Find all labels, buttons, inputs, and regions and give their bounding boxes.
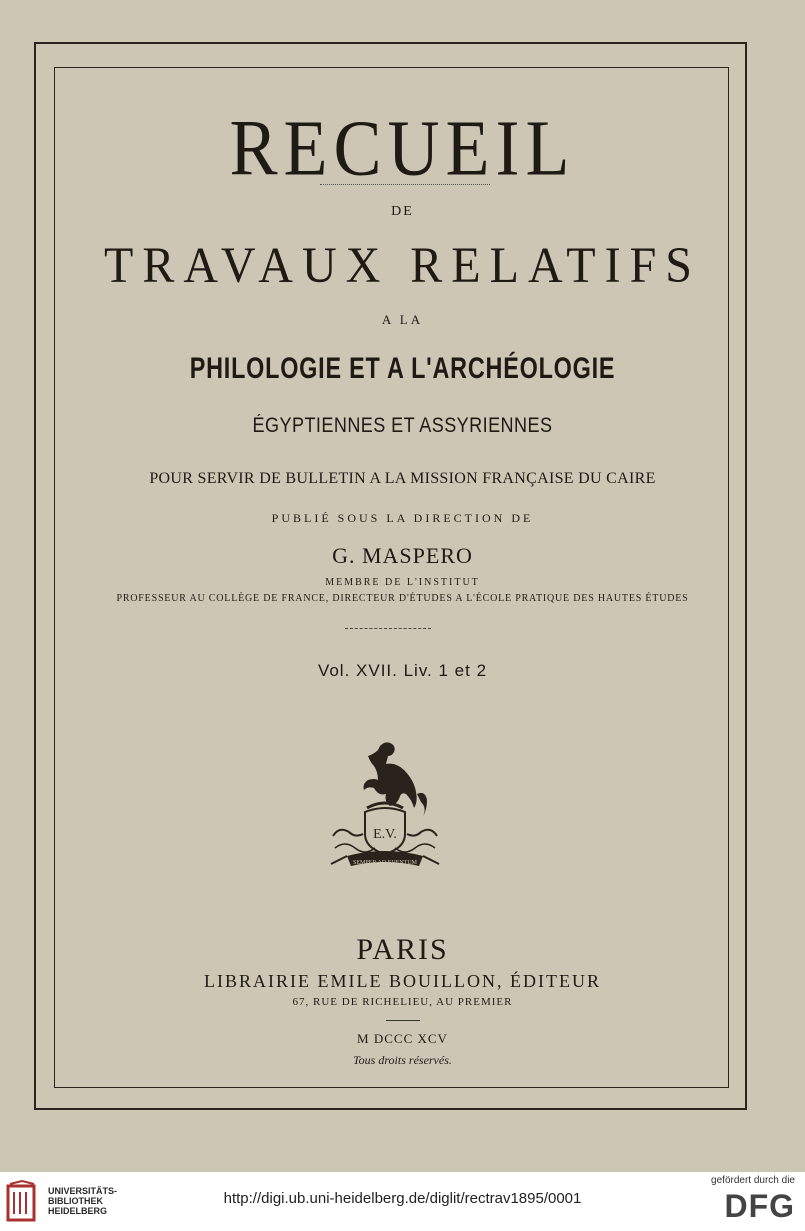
subtitle-travaux: TRAVAUX RELATIFS	[104, 237, 701, 294]
emblem-monogram: E.V.	[373, 827, 397, 842]
city: PARIS	[356, 933, 449, 966]
publication-year: M DCCC XCV	[357, 1031, 448, 1046]
viewer-footer	[0, 1172, 805, 1231]
volume-line: Vol. XVII. Liv. 1 et 2	[317, 661, 488, 680]
publisher-emblem-icon	[325, 738, 445, 872]
subtitle-philologie: PHILOLOGIE ET A L'ARCHÉOLOGIE	[189, 352, 616, 385]
emblem-motto: SEMPER AD EVENTUM	[352, 860, 418, 866]
purpose-line: POUR SERVIR DE BULLETIN A LA MISSION FRANÇAISE DU CAIRE	[149, 470, 656, 487]
main-title: RECUEIL	[229, 104, 576, 192]
dotted-divider	[320, 184, 490, 185]
publisher-address: 67, RUE DE RICHELIEU, AU PREMIER	[292, 996, 513, 1008]
library-name: UNIVERSITÄTS- BIBLIOTHEK HEIDELBERG	[48, 1186, 118, 1216]
permalink-url[interactable]: http://digi.ub.uni-heidelberg.de/diglit/rectrav1895/0001	[223, 1190, 582, 1207]
rights-notice: Tous droits réservés.	[353, 1053, 452, 1067]
editor-membership: MEMBRE DE L'INSTITUT	[325, 577, 480, 588]
publisher: LIBRAIRIE EMILE BOUILLON, ÉDITEUR	[204, 971, 601, 991]
short-rule	[386, 1020, 420, 1021]
editor-name: G. MASPERO	[332, 543, 473, 568]
title-a-la: A LA	[381, 312, 424, 327]
editor-position: PROFESSEUR AU COLLÈGE DE FRANCE, DIRECTEUR D'ÉTUDES A L'ÉCOLE PRATIQUE DES HAUTES ÉTUDES	[116, 593, 689, 604]
publie-line: PUBLIÉ SOUS LA DIRECTION DE	[271, 511, 534, 525]
dashed-divider	[345, 628, 431, 629]
dfg-logo[interactable]: DFG	[724, 1188, 795, 1224]
funded-by-caption: gefördert durch die	[711, 1175, 795, 1186]
title-de: DE	[391, 204, 414, 219]
subtitle-egyptiennes: ÉGYPTIENNES ET ASSYRIENNES	[252, 414, 553, 437]
